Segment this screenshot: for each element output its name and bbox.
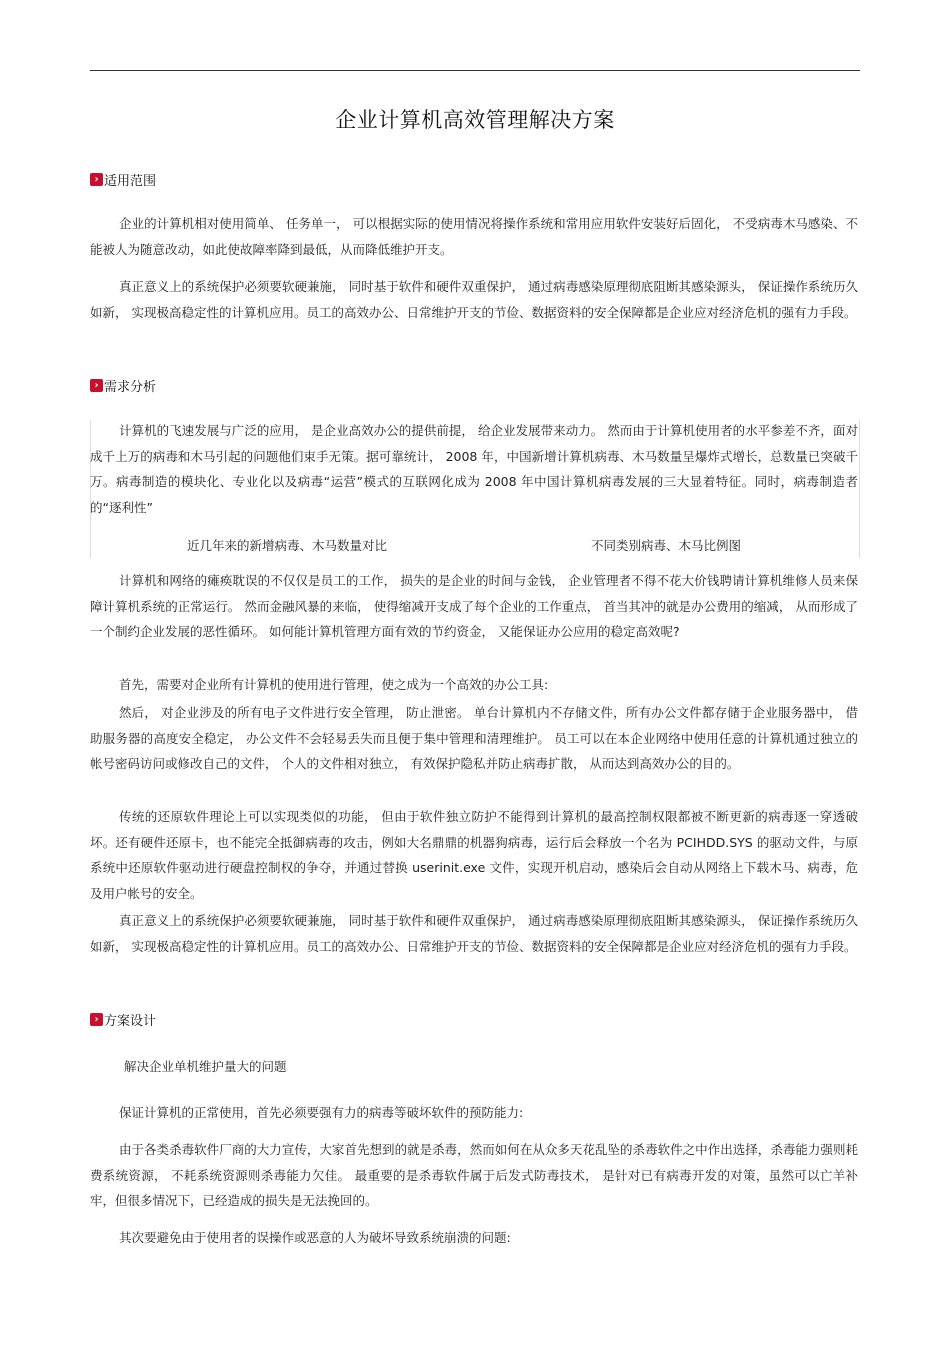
sub-heading: 解决企业单机维护量大的问题: [124, 1059, 287, 1074]
paragraph: 然后， 对企业涉及的所有电子文件进行安全管理， 防止泄密。 单台计算机内不存储文件，所有办公文件都存储于企业服务器中， 借助服务器的高度安全稳定， 办公文件不会轻易丢失而且便于集中管理和清理维护。 员工可以在本企业网络中使用任意的计算机通过独立的帐号密码访问或修改自己的文件， 个人的文件相对独立， 有效保护隐私并防止病毒扩散， 从而达到高效办公的目的。: [90, 705, 858, 771]
paragraph: 由于各类杀毒软件厂商的大力宣传，大家首先想到的就是杀毒，然而如何在从众多天花乱坠的杀毒软件之中作出选择，杀毒能力强则耗费系统资源， 不耗系统资源则杀毒能力欠佳。 最重要的是杀毒软件属于后发式防毒技术， 是针对已有病毒开发的对策，虽然可以亡羊补牢，但很多情况下，已经造成的损失是无法挽回的。: [90, 1142, 858, 1208]
paragraph: 传统的还原软件理论上可以实现类似的功能， 但由于软件独立防护不能得到计算机的最高控制权限都被不断更新的病毒逐一穿透破坏。还有硬件还原卡，也不能完全抵御病毒的攻击，例如大名鼎鼎的机器狗病毒，运行后会释放一个名为 PCIHDD.SYS 的驱动文件，与原系统中还原软件驱动进行硬盘控制权的争夺，并通过替换 userinit.exe 文件，实现开机启动，感染后会自动从网络上下载木马、病毒，危及用户帐号的安全。: [90, 809, 858, 901]
paragraph: 真正意义上的系统保护必须要软硬兼施， 同时基于软件和硬件双重保护， 通过病毒感染原理彻底阻断其感染源头， 保证操作系统历久如新， 实现极高稳定性的计算机应用。员工的高效办公、日常维护开支的节俭、数据资料的安全保障都是企业应对经济危机的强有力手段。: [90, 913, 858, 954]
paragraph: 保证计算机的正常使用，首先必须要强有力的病毒等破坏软件的预防能力:: [119, 1105, 524, 1120]
document-title: 企业计算机高效管理解决方案: [335, 108, 615, 132]
section-heading-label: 需求分析: [104, 380, 157, 395]
paragraph: 其次要避免由于使用者的误操作或恶意的人为破坏导致系统崩溃的问题:: [119, 1230, 511, 1245]
section-heading-analysis: [90, 376, 156, 395]
paragraph: 企业的计算机相对使用简单、 任务单一， 可以根据实际的使用情况将操作系统和常用应用软件安装好后固化， 不受病毒木马感染、不能被人为随意改动，如此使故障率降到最低，从而降低维护开支。: [90, 216, 858, 257]
section-heading-label: 方案设计: [104, 1014, 157, 1029]
figure-caption: 近几年来的新增病毒、木马数量对比: [187, 538, 388, 553]
header-rule: [90, 70, 860, 71]
chevron-right-icon: ›: [90, 1013, 103, 1026]
paragraph: 真正意义上的系统保护必须要软硬兼施， 同时基于软件和硬件双重保护， 通过病毒感染原理彻底阻断其感染源头， 保证操作系统历久如新， 实现极高稳定性的计算机应用。员工的高效办公、日常维护开支的节俭、数据资料的安全保障都是企业应对经济危机的强有力手段。: [90, 279, 858, 320]
section-heading-scope: [90, 170, 156, 189]
paragraph: 首先，需要对企业所有计算机的使用进行管理，使之成为一个高效的办公工具:: [119, 677, 549, 692]
figure-caption: 不同类别病毒、木马比例图: [591, 538, 742, 553]
paragraph: 计算机和网络的瘫痪耽误的不仅仅是员工的工作， 损失的是企业的时间与金钱， 企业管理者不得不花大价钱聘请计算机维修人员来保障计算机系统的正常运行。 然而金融风暴的来临， 使得缩减开支成了每个企业的工作重点， 首当其冲的就是办公费用的缩减， 从而形成了一个制约企业发展的恶性循环。 如何能计算机管理方面有效的节约资金， 又能保证办公应用的稳定高效呢?: [90, 573, 858, 639]
section-heading-label: 适用范围: [104, 174, 157, 189]
section-heading-design: [90, 1010, 156, 1029]
chevron-right-icon: ›: [90, 379, 103, 392]
paragraph: 计算机的飞速发展与广泛的应用， 是企业高效办公的提供前提， 给企业发展带来动力。 然而由于计算机使用者的水平参差不齐，面对成千上万的病毒和木马引起的问题他们束手无策。据可靠统计， 2008 年，中国新增计算机病毒、木马数量呈爆炸式增长，总数量已突破千万。病毒制造的模块化、专业化以及病毒“运营”模式的互联网化成为 2008 年中国计算机病毒发展的三大显着特征。同时，病毒制造者的“逐利性”: [90, 423, 858, 515]
chevron-right-icon: ›: [90, 173, 103, 186]
